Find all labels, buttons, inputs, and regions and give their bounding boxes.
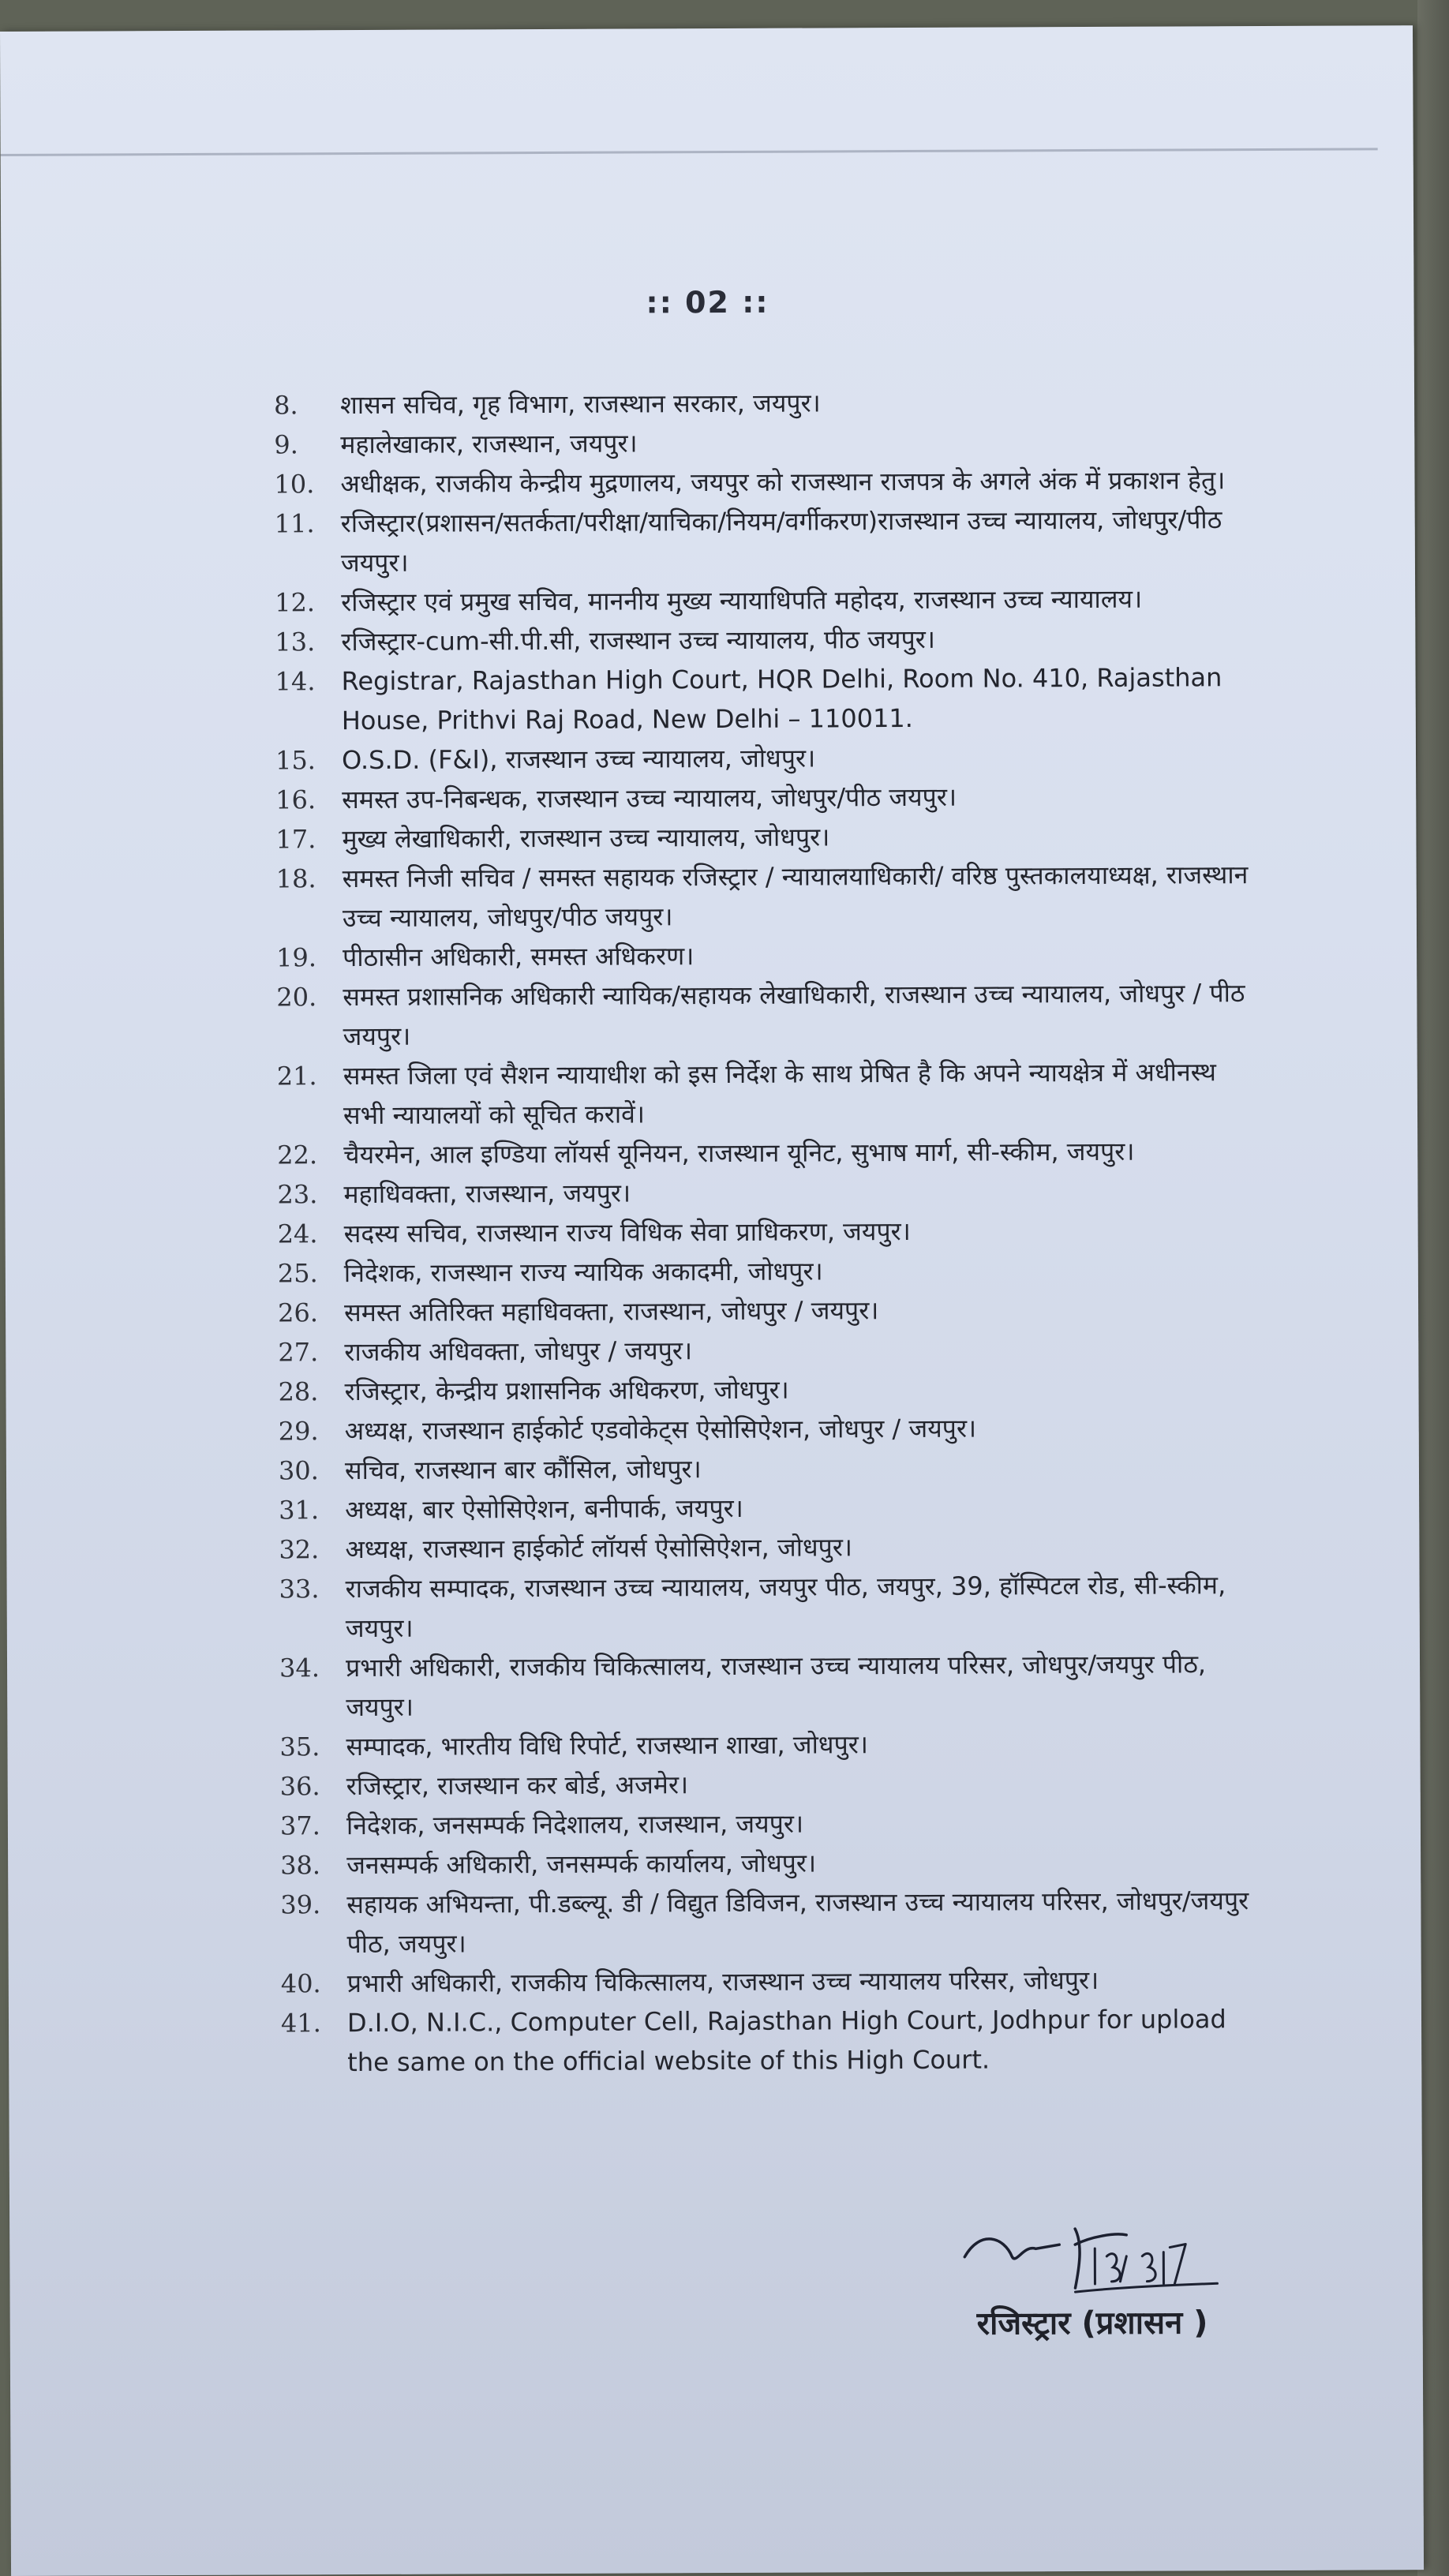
item-number: 15. [275, 745, 316, 776]
item-number: 32. [279, 1534, 320, 1565]
item-text: रजिस्ट्रार-cum-सी.पी.सी, राजस्थान उच्च न्यायालय, पीठ जयपुर। [341, 623, 936, 657]
item-text: चैयरमेन, आल इण्डिया लॉयर्स यूनियन, राजस्थान यूनिट, सुभाष मार्ग, सी-स्कीम, जयपुर। [343, 1136, 1135, 1170]
item-text: O.S.D. (F&I), राजस्थान उच्च न्यायालय, जोधपुर। [341, 743, 816, 776]
list-item [275, 815, 1254, 859]
item-text: सहायक अभियन्ता, पी.डब्ल्यू. डी / विद्युत डिविजन, राजस्थान उच्च न्यायालय परिसर, जोधपुर/जयपुर पीठ, जयपुर। [346, 1885, 1249, 1960]
list-item [275, 736, 1254, 780]
item-text: महाधिवक्ता, राजस्थान, जयपुर। [343, 1178, 631, 1210]
item-number: 26. [278, 1297, 319, 1328]
item-text: सचिव, राजस्थान बार कौंसिल, जोधपुर। [344, 1454, 702, 1486]
item-number: 38. [280, 1850, 321, 1881]
list-item [277, 1131, 1256, 1174]
item-number: 30. [278, 1455, 319, 1486]
list-item [280, 1881, 1259, 1964]
list-item [278, 1368, 1256, 1411]
item-text: समस्त प्रशासनिक अधिकारी न्यायिक/सहायक लेखाधिकारी, राजस्थान उच्च न्यायालय, जोधपुर / पीठ जयपुर। [343, 978, 1245, 1052]
item-number: 23. [277, 1179, 318, 1210]
list-item [275, 578, 1253, 622]
page-number: :: 02 :: [646, 284, 769, 320]
list-item [275, 657, 1253, 740]
item-text: सम्पादक, भारतीय विधि रिपोर्ट, राजस्थान शाखा, जोधपुर। [346, 1729, 869, 1762]
list-item [274, 421, 1252, 464]
item-text: पीठासीन अधिकारी, समस्त अधिकरण। [343, 941, 695, 973]
item-number: 19. [276, 942, 317, 973]
item-number: 14. [275, 666, 316, 697]
list-item [277, 1170, 1256, 1214]
item-text: अध्यक्ष, राजस्थान हाईकोर्ट एडवोकेट्स ऐसोसिऐशन, जोधपुर / जयपुर। [344, 1413, 977, 1447]
item-text: समस्त अतिरिक्त महाधिवक्ता, राजस्थान, जोधपुर / जयपुर। [344, 1295, 879, 1328]
item-text: अधीक्षक, राजकीय केन्द्रीय मुद्रणालय, जयपुर को राजस्थान राजपत्र के अगले अंक में प्रकाशन हेतु। [340, 465, 1226, 500]
item-text: प्रभारी अधिकारी, राजकीय चिकित्सालय, राजस्थान उच्च न्यायालय परिसर, जोधपुर/जयपुर पीठ, जयपुर। [345, 1649, 1207, 1723]
list-item [279, 1723, 1258, 1766]
item-text: शासन सचिव, गृह विभाग, राजस्थान सरकार, जयपुर। [339, 388, 821, 421]
item-number: 10. [274, 469, 315, 500]
item-number: 39. [280, 1889, 321, 1920]
list-item [276, 855, 1255, 938]
list-item [280, 1841, 1259, 1885]
item-text: राजकीय अधिवक्ता, जोधपुर / जयपुर। [344, 1335, 693, 1368]
item-number: 24. [277, 1219, 318, 1249]
list-item [279, 1407, 1257, 1451]
list-item [276, 934, 1255, 977]
item-number: 17. [275, 824, 316, 855]
item-number: 37. [279, 1810, 320, 1841]
background-surface [1417, 0, 1449, 2576]
list-item [280, 1762, 1259, 1806]
list-item [275, 618, 1253, 661]
item-text: प्रभारी अधिकारी, राजकीय चिकित्सालय, राजस्थान उच्च न्यायालय परिसर, जोधपुर। [346, 1964, 1099, 1999]
item-number: 9. [274, 429, 298, 460]
item-number: 35. [279, 1732, 320, 1762]
item-text: अध्यक्ष, बार ऐसोसिऐशन, बनीपार्क, जयपुर। [345, 1492, 743, 1526]
item-number: 11. [274, 508, 315, 539]
signatory-designation: रजिस्ट्रार (प्रशासन ) [976, 2305, 1208, 2342]
list-item [279, 1526, 1257, 1569]
item-number: 27. [278, 1337, 319, 1368]
item-number: 20. [276, 982, 317, 1013]
document-page [0, 25, 1424, 2576]
list-item [275, 500, 1253, 582]
item-number: 12. [275, 587, 316, 618]
list-item [278, 1328, 1256, 1372]
list-item [279, 1565, 1258, 1648]
item-text: रजिस्ट्रार, केन्द्रीय प्रशासनिक अधिकरण, जोधपुर। [344, 1374, 789, 1407]
list-item [274, 460, 1252, 504]
item-number: 33. [279, 1574, 320, 1604]
list-item [279, 1447, 1257, 1490]
item-number: 31. [279, 1495, 320, 1526]
list-item [279, 1486, 1257, 1530]
distribution-list [274, 381, 1260, 2082]
item-number: 16. [275, 784, 316, 815]
item-number: 34. [279, 1653, 320, 1683]
item-text: समस्त जिला एवं सैशन न्यायाधीश को इस निर्देश के साथ प्रेषित है कि अपने न्यायक्षेत्र में अधीनस्थ सभी न्यायालयों को सूचित करावें। [343, 1057, 1217, 1131]
item-text: रजिस्ट्रार(प्रशासन/सतर्कता/परीक्षा/याचिका/नियम/वर्गीकरण)राजस्थान उच्च न्यायालय, जोधपुर/पीठ जयपुर। [340, 504, 1222, 578]
item-text: अध्यक्ष, राजस्थान हाईकोर्ट लॉयर्स ऐसोसिऐशन, जोधपुर। [345, 1532, 853, 1565]
list-item [278, 1249, 1256, 1293]
item-number: 13. [275, 627, 316, 657]
list-item [279, 1644, 1258, 1727]
item-number: 41. [280, 2008, 321, 2039]
item-text: निदेशक, जनसम्पर्क निदेशालय, राजस्थान, जयपुर। [346, 1808, 804, 1841]
item-text: रजिस्ट्रार एवं प्रमुख सचिव, माननीय मुख्य न्यायाधिपति महोदय, राजस्थान उच्च न्यायालय। [341, 583, 1143, 618]
list-item [281, 1999, 1260, 2082]
item-text: समस्त निजी सचिव / समस्त सहायक रजिस्ट्रार / न्यायालयाधिकारी/ वरिष्ठ पुस्तकालयाध्यक्ष, राजस्थान उच्च न्यायालय, जोधपुर/पीठ जयपुर। [342, 859, 1249, 934]
list-item [280, 1802, 1259, 1845]
handwritten-signature [957, 2212, 1288, 2301]
item-text: मुख्य लेखाधिकारी, राजस्थान उच्च न्यायालय, जोधपुर। [342, 822, 830, 855]
item-number: 21. [276, 1061, 317, 1091]
list-item [274, 381, 1252, 425]
item-number: 40. [280, 1968, 321, 1999]
item-text: जनसम्पर्क अधिकारी, जनसम्पर्क कार्यालय, जोधपुर। [346, 1848, 817, 1881]
bleed-through-rule [1, 148, 1378, 156]
list-item [278, 1289, 1256, 1332]
list-item [275, 776, 1254, 819]
item-number: 22. [277, 1140, 318, 1170]
list-item [277, 1052, 1256, 1135]
item-text: महालेखाकार, राजस्थान, जयपुर। [340, 428, 638, 460]
item-number: 18. [275, 863, 316, 894]
list-item [276, 973, 1255, 1056]
item-text: रजिस्ट्रार, राजस्थान कर बोर्ड, अजमेर। [346, 1769, 689, 1802]
item-number: 25. [277, 1258, 318, 1289]
item-text: Registrar, Rajasthan High Court, HQR Delhi, Room No. 410, Rajasthan House, Prithvi Raj Road, New Delhi – 110011. [341, 662, 1222, 736]
item-number: 28. [278, 1376, 319, 1407]
list-item [278, 1210, 1256, 1253]
list-item [281, 1960, 1260, 2003]
item-number: 36. [279, 1771, 320, 1802]
item-number: 29. [278, 1416, 319, 1447]
item-text: राजकीय सम्पादक, राजस्थान उच्च न्यायालय, जयपुर पीठ, जयपुर, 39, हॉस्पिटल रोड, सी-स्कीम, जयपुर। [345, 1570, 1226, 1644]
item-text: निदेशक, राजस्थान राज्य न्यायिक अकादमी, जोधपुर। [343, 1256, 823, 1289]
item-text: D.I.O, N.I.C., Computer Cell, Rajasthan High Court, Jodhpur for upload the same on the official website of this High Court. [346, 2004, 1226, 2078]
item-text: समस्त उप-निबन्धक, राजस्थान उच्च न्यायालय, जोधपुर/पीठ जयपुर। [342, 781, 957, 815]
item-number: 8. [273, 390, 298, 421]
item-text: सदस्य सचिव, राजस्थान राज्य विधिक सेवा प्राधिकरण, जयपुर। [343, 1215, 911, 1249]
